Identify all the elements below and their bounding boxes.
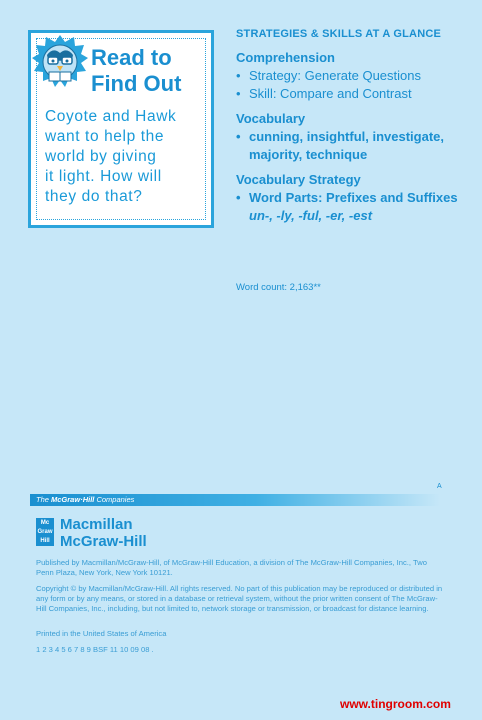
vocabulary-item-continued: majority, technique (249, 147, 368, 162)
read-to-find-out-box (28, 30, 214, 228)
read-box-body (45, 107, 205, 207)
skills-panel (236, 28, 476, 225)
banner-text (36, 495, 134, 504)
body-line: they do that? (45, 188, 143, 205)
publisher-banner (30, 494, 440, 506)
corner-letter: A (437, 483, 442, 490)
title-line-2: Find Out (91, 71, 182, 96)
logo-line-1: Macmillan (60, 516, 133, 533)
read-box-title (91, 45, 211, 97)
banner-prefix: The (36, 495, 52, 504)
print-numbers: 1 2 3 4 5 6 7 8 9 BSF 11 10 09 08 . (36, 645, 154, 654)
logo-mark-line: Graw (37, 529, 53, 535)
vocab-strategy-heading: Vocabulary Strategy (236, 172, 361, 187)
body-line: want to help the (45, 128, 165, 145)
vocabulary-item: • cunning, insightful, investigate, (236, 128, 476, 146)
word-count: Word count: 2,163** (236, 282, 321, 293)
comprehension-item: • Strategy: Generate Questions (236, 67, 476, 85)
comprehension-item: • Skill: Compare and Contrast (236, 85, 476, 103)
body-line: Coyote and Hawk (45, 108, 177, 125)
owl-icon (31, 33, 89, 93)
logo-mark-line: Mc (40, 520, 50, 526)
vocabulary-heading: Vocabulary (236, 111, 306, 126)
vocab-strategy-examples: un-, -ly, -ful, -er, -est (249, 208, 373, 223)
skills-heading: STRATEGIES & SKILLS AT A GLANCE (236, 28, 442, 40)
publisher-logo-text (60, 516, 147, 550)
banner-suffix: Companies (94, 495, 135, 504)
printed-in-text: Printed in the United States of America (36, 629, 167, 638)
body-line: it light. How will (45, 168, 162, 185)
banner-brand: McGraw·Hill (51, 495, 95, 504)
publisher-logo-mark (36, 518, 54, 546)
watermark: www.tingroom.com (340, 697, 451, 711)
logo-line-2: McGraw-Hill (60, 533, 147, 550)
vocab-strategy-item: • Word Parts: Prefixes and Suffixes (236, 189, 476, 207)
logo-mark-line: Hill (40, 538, 50, 544)
body-line: world by giving (45, 148, 157, 165)
published-by-text: Published by Macmillan/McGraw-Hill, of McGraw-Hill Education, a division of The McGraw-Hill Companies, Inc., Two Penn Plaza, New York, New York 10121. (36, 558, 427, 577)
comprehension-heading: Comprehension (236, 50, 335, 65)
title-line-1: Read to (91, 45, 172, 70)
copyright-text: Copyright © by Macmillan/McGraw-Hill. All rights reserved. No part of this publication may be reproduced or distributed in any form or by any means, or stored in a database or retrieval system, without the prior written consent of The McGraw-Hill Companies, Inc., including, but not limited to, network storage or transmission, or broadcast for distance learning. (36, 584, 443, 613)
